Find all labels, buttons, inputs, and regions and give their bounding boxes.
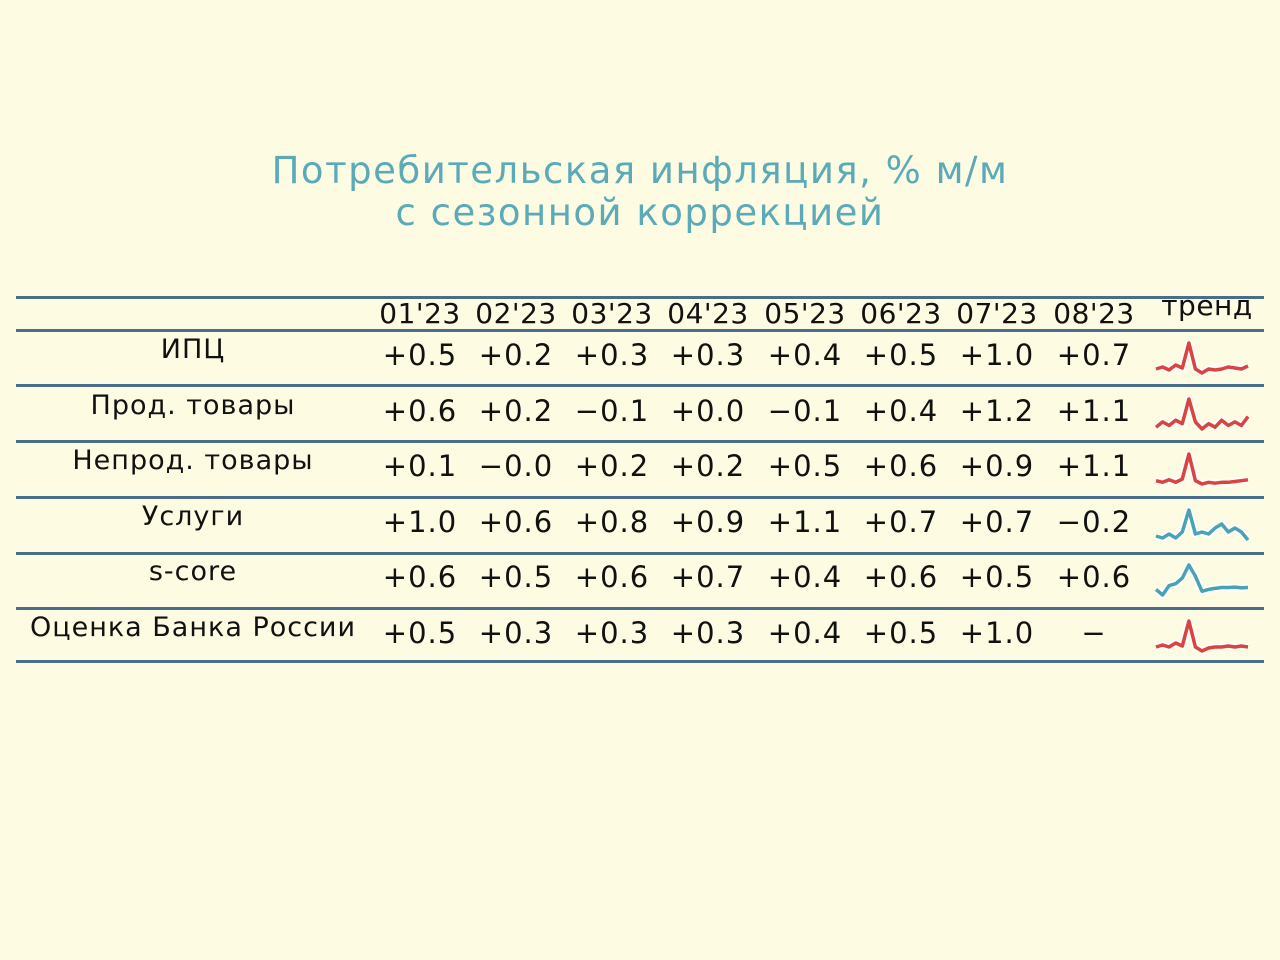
table-cell: +0.3 [574,616,650,650]
column-header: 07'23 [956,297,1038,330]
column-header: 05'23 [764,297,846,330]
row-label: Услуги [141,500,245,532]
table-cell: +0.4 [767,616,843,650]
trend-sparkline [1154,448,1250,488]
table-rule [16,660,1264,663]
table-cell: +0.6 [1056,560,1132,595]
table-cell: +0.2 [478,393,554,428]
table-cell: +0.7 [670,560,746,595]
table-cell: +0.5 [382,616,458,650]
table-cell: −0.2 [1056,504,1132,539]
table-cell: +0.6 [382,393,458,428]
table-cell: +0.3 [574,338,650,372]
table-rule [16,440,1264,443]
table-cell: +0.0 [670,393,746,428]
table-cell: +0.2 [574,449,650,484]
table-cell: − [1081,616,1107,650]
table-cell: +0.3 [670,338,746,372]
table-cell: +1.2 [959,393,1035,428]
table-cell: +1.1 [1056,393,1132,428]
table-cell: +1.0 [959,616,1035,650]
trend-header: тренд [1161,289,1253,322]
table-cell: +1.0 [959,338,1035,372]
row-label: ИПЦ [160,334,226,365]
chart-title [0,150,1280,234]
column-header: 08'23 [1053,297,1135,330]
row-label: Прод. товары [90,389,296,421]
trend-line [1156,343,1248,373]
table-cell: +0.3 [670,616,746,650]
table-cell: +0.6 [863,449,939,484]
trend-line [1156,621,1248,651]
title-line-1: Потребительская инфляция, % м/м [271,149,1009,192]
table-cell: +0.5 [767,449,843,484]
table-cell: +0.5 [478,560,554,595]
table-cell: +0.5 [863,338,939,372]
table-cell: +0.5 [382,338,458,372]
trend-sparkline [1154,615,1250,655]
table-cell: +0.7 [1056,338,1132,372]
table-cell: +0.6 [382,560,458,595]
table-cell: +0.8 [574,504,650,539]
table-cell: +0.4 [767,338,843,372]
table-cell: +0.2 [670,449,746,484]
table-cell: +1.1 [1056,449,1132,484]
row-label: s-core [148,556,238,588]
title-line-2: с сезонной коррекцией [395,191,885,234]
table-cell: +0.1 [382,449,458,484]
table-cell: −0.1 [767,393,843,428]
column-header: 03'23 [571,297,653,330]
table-cell: +0.6 [863,560,939,595]
trend-sparkline [1154,504,1250,544]
table-rule [16,384,1264,387]
table-cell: +0.5 [959,560,1035,595]
trend-sparkline [1154,559,1250,599]
column-header: 01'23 [379,297,461,330]
table-cell: −0.0 [478,449,554,484]
row-label: Оценка Банка России [29,612,357,643]
table-cell: +0.3 [478,616,554,650]
table-cell: +1.1 [767,504,843,539]
table-cell: +0.4 [863,393,939,428]
row-label: Непрод. товары [72,445,314,477]
table-cell: +0.9 [670,504,746,539]
table-cell: +0.5 [863,616,939,650]
table-cell: +1.0 [382,504,458,539]
table-cell: +0.9 [959,449,1035,484]
table-cell: +0.7 [959,504,1035,539]
table-cell: +0.6 [574,560,650,595]
table-cell: +0.2 [478,338,554,372]
table-rule [16,607,1264,610]
table-cell: +0.6 [478,504,554,539]
trend-sparkline [1154,337,1250,377]
table-cell: +0.7 [863,504,939,539]
table-cell: +0.4 [767,560,843,595]
table-rule [16,496,1264,499]
table-cell: −0.1 [574,393,650,428]
column-header: 06'23 [860,297,942,330]
column-header: 04'23 [667,297,749,330]
trend-sparkline [1154,393,1250,433]
column-header: 02'23 [475,297,557,330]
